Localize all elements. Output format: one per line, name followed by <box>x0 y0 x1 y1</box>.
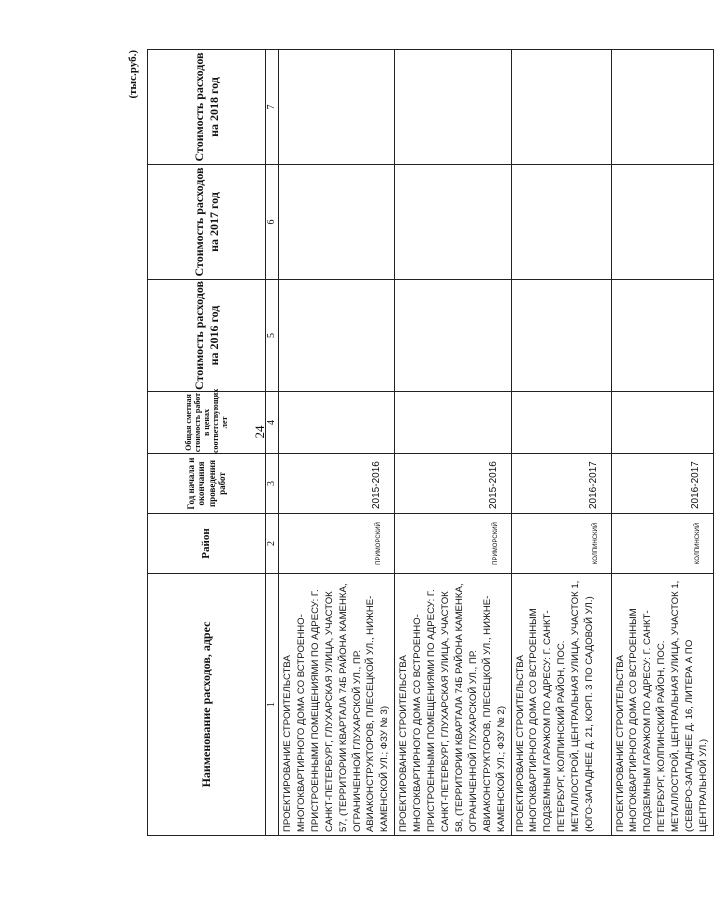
row-district: ПРИМОРСКИЙ <box>279 514 395 574</box>
row-cost-2016 <box>611 280 713 392</box>
units-label: (тыс.руб.) <box>127 50 139 99</box>
table-row <box>395 50 511 836</box>
row-years: 2016-2017 <box>611 454 713 514</box>
row-cost-2016 <box>279 280 395 392</box>
row-name: ПРОЕКТИРОВАНИЕ СТРОИТЕЛЬСТВА МНОГОКВАРТИРНОГО ДОМА СО ВСТРОЕННЫМ ПОДЗЕМНЫМ ГАРАЖОМ ПО АДРЕСУ: Г. САНКТ-ПЕТЕРБУРГ, КОЛПИНСКИЙ РАЙОН, ПОС. МЕТАЛЛОСТРОЙ, ЦЕНТРАЛЬНАЯ УЛИЦА, УЧАСТОК 1, (ЮГО-ЗАПАДНЕЕ Д. 21, КОРП. 3 ПО САДОВОЙ УЛ.) <box>511 574 611 836</box>
row-cost-2018 <box>611 50 713 165</box>
header-row <box>148 50 266 836</box>
row-cost-2017 <box>395 165 511 280</box>
row-name: ПРОЕКТИРОВАНИЕ СТРОИТЕЛЬСТВА МНОГОКВАРТИРНОГО ДОМА СО ВСТРОЕННО-ПРИСТРОЕННЫМИ ПОМЕЩЕНИЯМИ ПО АДРЕСУ: Г. САНКТ-ПЕТЕРБУРГ, ГЛУХАРСКАЯ УЛИЦА, УЧАСТОК 57, (ТЕРРИТОРИИ КВАРТАЛА 74Б РАЙОНА КАМЕНКА, ОГРАНИЧЕННОЙ ГЛУХАРСКОЙ УЛ., ПР. АВИАКОНСТРУКТОРОВ, ПЛЕСЕЦКОЙ УЛ., НИЖНЕ-КАМЕНСКОЙ УЛ.; ФЗУ № 3) <box>279 574 395 836</box>
column-number: 1 <box>266 574 279 836</box>
header-years: Год начала и окончания проведения работ <box>148 454 266 514</box>
row-name: ПРОЕКТИРОВАНИЕ СТРОИТЕЛЬСТВА МНОГОКВАРТИРНОГО ДОМА СО ВСТРОЕННО-ПРИСТРОЕННЫМИ ПОМЕЩЕНИЯМИ ПО АДРЕСУ: Г. САНКТ-ПЕТЕРБУРГ, ГЛУХАРСКАЯ УЛИЦА, УЧАСТОК 58, (ТЕРРИТОРИИ КВАРТАЛА 74Б РАЙОНА КАМЕНКА, ОГРАНИЧЕННОЙ ГЛУХАРСКОЙ УЛ., ПР. АВИАКОНСТРУКТОРОВ, ПЛЕСЕЦКОЙ УЛ., НИЖНЕ-КАМЕНСКОЙ УЛ.; ФЗУ № 2) <box>395 574 511 836</box>
row-name: ПРОЕКТИРОВАНИЕ СТРОИТЕЛЬСТВА МНОГОКВАРТИРНОГО ДОМА СО ВСТРОЕННЫМ ПОДЗЕМНЫМ ГАРАЖОМ ПО АДРЕСУ: Г. САНКТ-ПЕТЕРБУРГ, КОЛПИНСКИЙ РАЙОН, ПОС. МЕТАЛЛОСТРОЙ, ЦЕНТРАЛЬНАЯ УЛИЦА, УЧАСТОК 1, (СЕВЕРО-ЗАПАДНЕЕ Д. 16, ЛИТЕРА А ПО ЦЕНТРАЛЬНОЙ УЛ.) <box>611 574 713 836</box>
header-district: Район <box>148 514 266 574</box>
column-number: 4 <box>266 392 279 454</box>
header-cost-2016: Стоимость расходов на 2016 год <box>148 280 266 392</box>
row-district: ПРИМОРСКИЙ <box>395 514 511 574</box>
column-number: 5 <box>266 280 279 392</box>
row-total-cost <box>511 392 611 454</box>
table-row <box>279 50 395 836</box>
header-cost-2017: Стоимость расходов на 2017 год <box>148 165 266 280</box>
column-number: 3 <box>266 454 279 514</box>
row-years: 2015-2016 <box>279 454 395 514</box>
row-cost-2017 <box>611 165 713 280</box>
table-row <box>511 50 611 836</box>
row-cost-2018 <box>511 50 611 165</box>
rotated-table-region <box>127 50 709 836</box>
column-number: 6 <box>266 165 279 280</box>
column-number: 7 <box>266 50 279 165</box>
header-name: Наименование расходов, адрес <box>148 574 266 836</box>
column-number-row <box>266 50 279 836</box>
row-total-cost <box>395 392 511 454</box>
header-cost-2018: Стоимость расходов на 2018 год <box>148 50 266 165</box>
page-number: 24 <box>252 425 267 439</box>
row-total-cost <box>279 392 395 454</box>
row-years: 2015-2016 <box>395 454 511 514</box>
row-total-cost <box>611 392 713 454</box>
row-district: КОЛПИНСКИЙ <box>611 514 713 574</box>
row-district: КОЛПИНСКИЙ <box>511 514 611 574</box>
header-total-cost: Общая сметная стоимость работ в ценах соответствующих лет <box>148 392 266 454</box>
row-cost-2018 <box>395 50 511 165</box>
row-cost-2018 <box>279 50 395 165</box>
expenses-table <box>147 49 714 836</box>
row-cost-2016 <box>395 280 511 392</box>
row-cost-2017 <box>279 165 395 280</box>
row-cost-2017 <box>511 165 611 280</box>
table-row <box>611 50 713 836</box>
column-number: 2 <box>266 514 279 574</box>
row-cost-2016 <box>511 280 611 392</box>
row-years: 2016-2017 <box>511 454 611 514</box>
